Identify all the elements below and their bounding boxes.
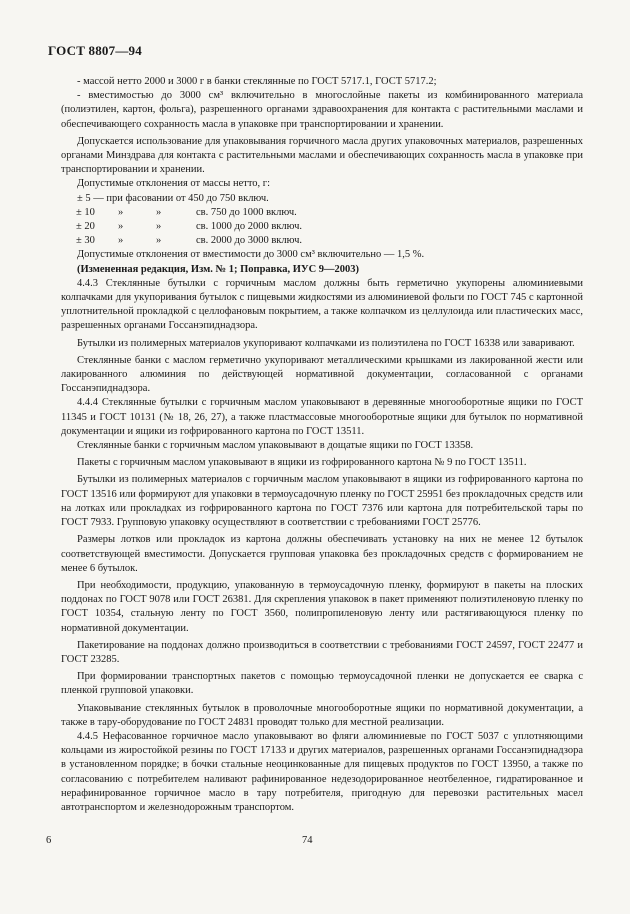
table-cell: ± 20 — [76, 221, 95, 233]
paragraph: Пакеты с горчичным маслом упаковывают в ящики из гофрированного картона № 9 по ГОСТ 13511. — [77, 457, 527, 469]
table-cell: св. 2000 до 3000 включ. — [196, 235, 302, 247]
document-body — [61, 75, 583, 815]
tolerance-table — [76, 206, 302, 249]
paragraph: Бутылки из полимерных материалов укупоривают колпачками из полиэтилена по ГОСТ 16338 или заваривают. — [77, 337, 575, 349]
table-cell: » — [118, 235, 124, 247]
table-row — [76, 234, 302, 248]
table-cell: » — [118, 221, 124, 233]
table-cell: » — [156, 206, 162, 218]
table-cell: св. 750 до 1000 включ. — [196, 206, 297, 218]
table-row — [76, 206, 302, 220]
paragraph: Допустимые отклонения от массы нетто, г: — [77, 178, 270, 190]
table-cell: » — [156, 235, 162, 247]
table-cell: » — [156, 221, 162, 233]
table-cell: св. 1000 до 2000 включ. — [196, 221, 302, 233]
footer-page-number-left: 6 — [46, 835, 52, 846]
paragraph: Стеклянные банки с горчичным маслом упаковывают в дощатые ящики по ГОСТ 13358. — [77, 440, 474, 452]
paragraph: 4.4.4 Стеклянные бутылки с горчичным маслом упаковывают в деревянные многооборотные ящики по ГОСТ 11345 и ГОСТ 10131 (№ 18, 26, 27), а также пластмассовые многооборотные ящики для бутылок по нормативной документации и ящики из гофрированного картона по ГОСТ 13511. — [61, 397, 583, 437]
paragraph: Допустимые отклонения от вместимости до 3000 см³ включительно — 1,5 %. — [77, 249, 425, 261]
paragraph: Размеры лотков или прокладок из картона должны обеспечивать установку на них не менее 12 бутылок соответствующей вместимости. Допускается групповая упаковка без прокладочных средств с формированием не менее 6 бутылок. — [61, 534, 583, 574]
table-row — [76, 220, 302, 234]
paragraph: Пакетирование на поддонах должно производиться в соответствии с требованиями ГОСТ 24597, ГОСТ 22477 и ГОСТ 23285. — [61, 639, 583, 665]
amendment-note: (Измененная редакция, Изм. № 1; Поправка, ИУС 9—2003) — [77, 263, 360, 275]
paragraph: - массой нетто 2000 и 3000 г в банки стеклянные по ГОСТ 5717.1, ГОСТ 5717.2; — [77, 76, 437, 87]
table-cell: ± 30 — [76, 235, 95, 247]
paragraph: При формировании транспортных пакетов с помощью термоусадочной пленки не допускается ее сварка с пленкой групповой упаковки. — [61, 671, 583, 697]
footer-page-number-center: 74 — [302, 835, 313, 846]
paragraph: Упаковывание стеклянных бутылок в проволочные многооборотные ящики по нормативной документации, а также в тару-оборудование по ГОСТ 24831 проводят только для местной реализации. — [61, 702, 583, 728]
paragraph: Стеклянные банки с маслом герметично укупоривают металлическими крышками из лакированной жести или лакированного алюминия по действующей нормативной документации, согласованной с органами Госсанэпиднадзора. — [61, 354, 583, 395]
paragraph: Допускается использование для упаковывания горчичного масла других упаковочных материалов, разрешенных органами Минздрава для контакта с растительными маслами и обеспечивающих сохранность масла в упаковке при транспортировании и хранении. — [61, 135, 583, 176]
paragraph: 4.4.3 Стеклянные бутылки с горчичным маслом должны быть герметично укупорены алюминиевыми колпачками для укупоривания бутылок с пищевыми жидкостями из алюминиевой фольги по ГОСТ 745 с картонной уплотнительной прокладкой с целлофановым покрытием, а также колпачком из целлулоида или пластических масс, разрешенных органами Госсанэпиднадзора. — [61, 277, 583, 332]
table-cell: » — [118, 206, 124, 218]
table-cell: ± 10 — [76, 206, 95, 218]
paragraph: - вместимостью до 3000 см³ включительно в многослойные пакеты из комбинированного материала (полиэтилен, картон, фольга), разрешенного органами здравоохранения для контакта с растительными маслами и обеспечивающего сохранность масла в упаковке при транспортировании и хранении. — [61, 90, 583, 130]
paragraph: 4.4.5 Нефасованное горчичное масло упаковывают во фляги алюминиевые по ГОСТ 5037 с уплотняющими кольцами из жиростойкой резины по ГОСТ 17133 и других материалов, разрешенных органами Госсанэпиднадзора в установленном порядке; в бочки стальные неоцинкованные для пищевых продуктов по ГОСТ 13950, а также по согласованию с потребителем наливают рафинированное недезодорированное неотбеленное, гидратированное и нерафинированное горчичное масло в тару потребителя, пригодную для перевозки растительных масел автотранспортом и железнодорожным транспортом. — [61, 730, 583, 813]
paragraph: При необходимости, продукцию, упакованную в термоусадочную пленку, формируют в пакеты на плоских поддонах по ГОСТ 9078 или ГОСТ 26381. Для скрепления упаковок в пакет применяют полиэтиленовую пленку по ГОСТ 10354, стальную ленту по ГОСТ 3560, полипропиленовую ленту или растягивающуюся пленку по нормативной документации. — [61, 579, 583, 634]
paragraph: ± 5 — при фасовании от 450 до 750 включ. — [77, 192, 269, 204]
paragraph: Бутылки из полимерных материалов с горчичным маслом упаковывают в ящики из гофрированного картона по ГОСТ 13516 или формируют для упаковки в термоусадочную пленку по ГОСТ 25951 без прокладочных средств или на лотках или прокладках из гофрированного картона по ГОСТ 7376 или картона для потребительской тары по ГОСТ 7933. Групповую упаковку осуществляют в соответствии с требованиями ГОСТ 25776. — [61, 474, 583, 529]
page-header-title: ГОСТ 8807—94 — [48, 43, 142, 58]
